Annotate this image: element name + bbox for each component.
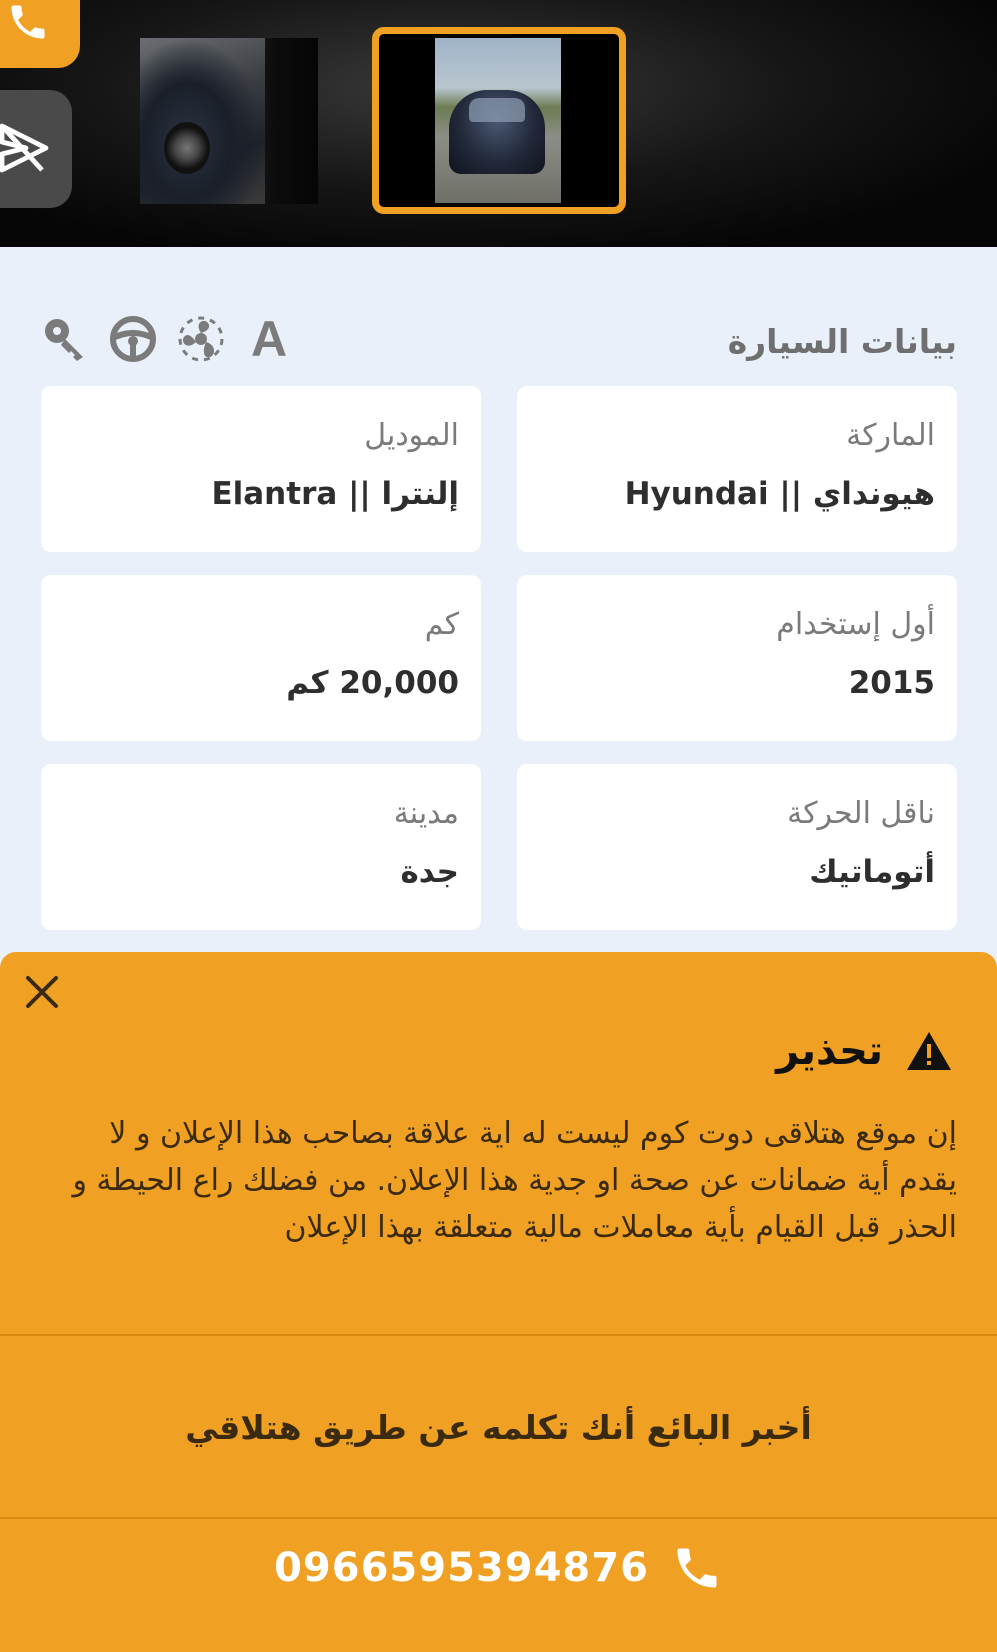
mileage-label: كم: [424, 607, 459, 642]
car-shape: [449, 90, 545, 174]
first-use-value: 2015: [848, 665, 935, 701]
city-value: جدة: [400, 854, 459, 890]
first-use-label: أول إستخدام: [776, 607, 935, 642]
section-title: بيانات السيارة: [727, 322, 957, 361]
detail-card-transmission: [517, 764, 957, 930]
warning-title: تحذير: [776, 1028, 883, 1074]
key-icon: [40, 314, 90, 364]
city-label: مدينة: [393, 796, 459, 831]
tell-seller-text: أخبر البائع أنك تكلمه عن طريق هتلاقي: [185, 1408, 812, 1447]
transmission-label: ناقل الحركة: [787, 796, 935, 831]
model-value: إلنترا || Elantra: [211, 476, 459, 512]
brand-value: هيونداي || Hyundai: [624, 476, 935, 512]
phone-call-button[interactable]: [0, 1542, 997, 1594]
gallery-thumbnail-selected[interactable]: [372, 27, 626, 214]
car-wheel: [164, 122, 210, 174]
mileage-value: 20,000 كم: [286, 665, 459, 701]
detail-card-first-use: [517, 575, 957, 741]
transmission-value: أتوماتيك: [809, 854, 935, 890]
steering-wheel-icon: [108, 314, 158, 364]
warning-message: إن موقع هتلاقى دوت كوم ليست له اية علاقة بصاحب هذا الإعلان و لا يقدم أية ضمانات عن صحة او جدية هذا الإعلان. من فضلك راع الحيطة و الحذر قبل القيام بأية معاملات مالية متعلقة بهذا الإعلان: [72, 1116, 957, 1245]
feature-icons: [40, 311, 294, 367]
phone-number: 0966595394876: [274, 1545, 649, 1591]
detail-card-mileage: [41, 575, 481, 741]
gallery-thumbnail[interactable]: [140, 38, 318, 204]
automatic-transmission-icon: A: [250, 311, 288, 367]
divider: [0, 1334, 997, 1336]
phone-icon: [671, 1542, 723, 1594]
detail-card-city: [41, 764, 481, 930]
share-icon: [0, 118, 54, 178]
car-front-photo: [435, 38, 561, 203]
close-button[interactable]: [20, 970, 64, 1014]
warning-sheet: [0, 952, 997, 1652]
warning-triangle-icon: [905, 1030, 953, 1072]
warning-header: [776, 1028, 953, 1074]
phone-icon: [6, 0, 50, 44]
call-button[interactable]: [0, 0, 80, 68]
model-label: الموديل: [364, 418, 459, 453]
close-icon: [20, 970, 64, 1014]
brand-label: الماركة: [846, 418, 935, 453]
divider: [0, 1517, 997, 1519]
share-button[interactable]: [0, 90, 72, 208]
engine-fan-icon: [176, 314, 226, 364]
photo-gallery: [0, 0, 997, 247]
car-side-photo: [140, 38, 265, 204]
detail-card-brand: [517, 386, 957, 552]
detail-card-model: [41, 386, 481, 552]
